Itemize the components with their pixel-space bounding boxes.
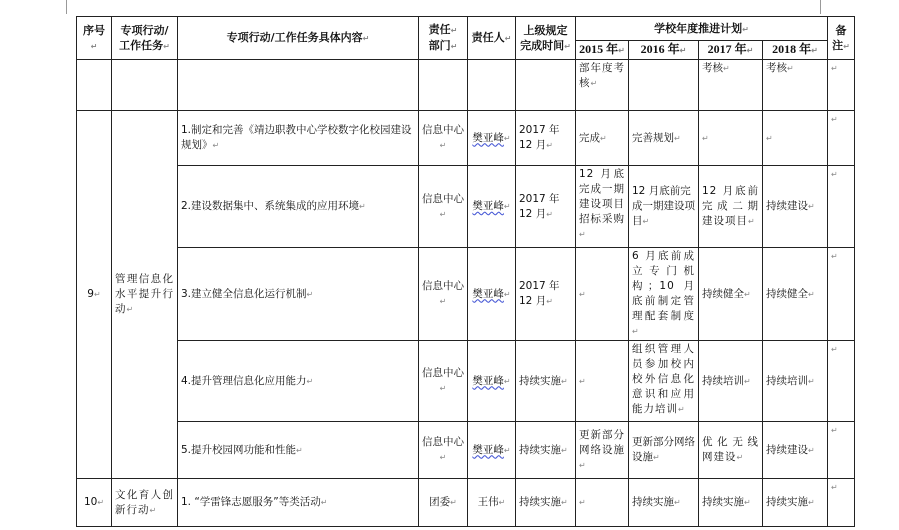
row-2015: 完成↵ — [576, 111, 629, 166]
cont-2016 — [629, 60, 699, 111]
row-2016: 持续实施↵ — [629, 479, 699, 527]
row-2018: 持续培训↵ — [763, 341, 828, 422]
cont-2017: 考核↵ — [699, 60, 763, 111]
row-2017: 优化无线网建设↵ — [699, 422, 763, 479]
row-2015: 12 月底完成一期建设项目招标采购↵ — [576, 166, 629, 248]
cont-2018: 考核↵ — [763, 60, 828, 111]
row-deadline: 2017 年 12 月↵ — [516, 248, 576, 341]
header-notes: 备 注↵ — [828, 17, 855, 60]
row-deadline: 2017 年 12 月↵ — [516, 166, 576, 248]
row-dept: 信息中心↵ — [419, 111, 468, 166]
cont-seq — [77, 60, 112, 111]
row-dept: 信息中心↵ — [419, 341, 468, 422]
row-2017: 持续实施↵ — [699, 479, 763, 527]
page-corner-mark-right — [820, 0, 821, 14]
cont-action — [112, 60, 178, 111]
row-person: 樊亚峰↵ — [468, 111, 516, 166]
page-corner-mark-left — [66, 0, 67, 14]
row-2015: ↵ — [576, 341, 629, 422]
cont-2015: 部年度考核↵ — [576, 60, 629, 111]
row-notes: ↵ — [828, 422, 855, 479]
row-person: 樊亚峰↵ — [468, 422, 516, 479]
row-person: 樊亚峰↵ — [468, 248, 516, 341]
row-2015: 更新部分网络设施↵ — [576, 422, 629, 479]
row-dept: 团委↵ — [419, 479, 468, 527]
row-dept: 信息中心↵ — [419, 166, 468, 248]
header-year-2016: 2016 年↵ — [629, 41, 699, 60]
header-year-2015: 2015 年↵ — [576, 41, 629, 60]
action-plan-table — [76, 16, 855, 527]
header-content: 专项行动/工作任务具体内容↵ — [178, 17, 419, 60]
row-content: 1.制定和完善《靖边职教中心学校数字化校园建设规划》↵ — [178, 111, 419, 166]
table-row — [77, 248, 855, 341]
row-notes: ↵ — [828, 479, 855, 527]
continuation-row — [77, 60, 855, 111]
header-deadline: 上级规定 完成时间↵ — [516, 17, 576, 60]
row-notes: ↵ — [828, 166, 855, 248]
header-seq: 序号↵ — [77, 17, 112, 60]
row-2018: 持续建设↵ — [763, 166, 828, 248]
row-2016: 12 月底前完成一期建设项目↵ — [629, 166, 699, 248]
header-year-2017: 2017 年↵ — [699, 41, 763, 60]
row-notes: ↵ — [828, 248, 855, 341]
table-row — [77, 111, 855, 166]
row-dept: 信息中心↵ — [419, 248, 468, 341]
cont-deadline — [516, 60, 576, 111]
row-2018: 持续建设↵ — [763, 422, 828, 479]
row-2016: 更新部分网络设施↵ — [629, 422, 699, 479]
row-2018: ↵ — [763, 111, 828, 166]
row-content: 4.提升管理信息化应用能力↵ — [178, 341, 419, 422]
cont-dept — [419, 60, 468, 111]
row-person: 王伟↵ — [468, 479, 516, 527]
row-2016: 6 月底前成立专门机构；10 月底前制定管理配套制度↵ — [629, 248, 699, 341]
row-person: 樊亚峰↵ — [468, 166, 516, 248]
row-2018: 持续实施↵ — [763, 479, 828, 527]
table-row — [77, 166, 855, 248]
group9-action: 管理信息化水平提升行动↵ — [112, 111, 178, 479]
header-plan: 学校年度推进计划↵ — [576, 17, 828, 41]
group10-seq: 10↵ — [77, 479, 112, 527]
row-notes: ↵ — [828, 341, 855, 422]
row-deadline: 持续实施↵ — [516, 422, 576, 479]
row-notes: ↵ — [828, 111, 855, 166]
header-action: 专项行动/ 工作任务↵ — [112, 17, 178, 60]
row-2017: 12 月底前完成二期建设项目↵ — [699, 166, 763, 248]
table-row — [77, 422, 855, 479]
row-2017: 持续培训↵ — [699, 341, 763, 422]
cont-content — [178, 60, 419, 111]
row-2016: 完善规划↵ — [629, 111, 699, 166]
group10-action: 文化育人创新行动↵ — [112, 479, 178, 527]
row-person: 樊亚峰↵ — [468, 341, 516, 422]
row-2015: ↵ — [576, 479, 629, 527]
header-row-1 — [77, 17, 855, 41]
row-content: 3.建立健全信息化运行机制↵ — [178, 248, 419, 341]
table-row — [77, 341, 855, 422]
header-dept: 责任↵ 部门↵ — [419, 17, 468, 60]
cont-notes: ↵ — [828, 60, 855, 111]
row-2017: ↵ — [699, 111, 763, 166]
header-year-2018: 2018 年↵ — [763, 41, 828, 60]
row-2015: ↵ — [576, 248, 629, 341]
row-deadline: 持续实施↵ — [516, 341, 576, 422]
row-2016: 组织管理人员参加校内校外信息化意识和应用能力培训↵ — [629, 341, 699, 422]
cont-person — [468, 60, 516, 111]
row-content: 5.提升校园网功能和性能↵ — [178, 422, 419, 479]
row-2017: 持续健全↵ — [699, 248, 763, 341]
row-deadline: 2017 年 12 月↵ — [516, 111, 576, 166]
row-deadline: 持续实施↵ — [516, 479, 576, 527]
row-content: 2.建设数据集中、系统集成的应用环境↵ — [178, 166, 419, 248]
row-2018: 持续健全↵ — [763, 248, 828, 341]
group9-seq: 9↵ — [77, 111, 112, 479]
header-person: 责任人↵ — [468, 17, 516, 60]
table-row — [77, 479, 855, 527]
row-content: 1. “学雷锋志愿服务”等类活动↵ — [178, 479, 419, 527]
row-dept: 信息中心↵ — [419, 422, 468, 479]
